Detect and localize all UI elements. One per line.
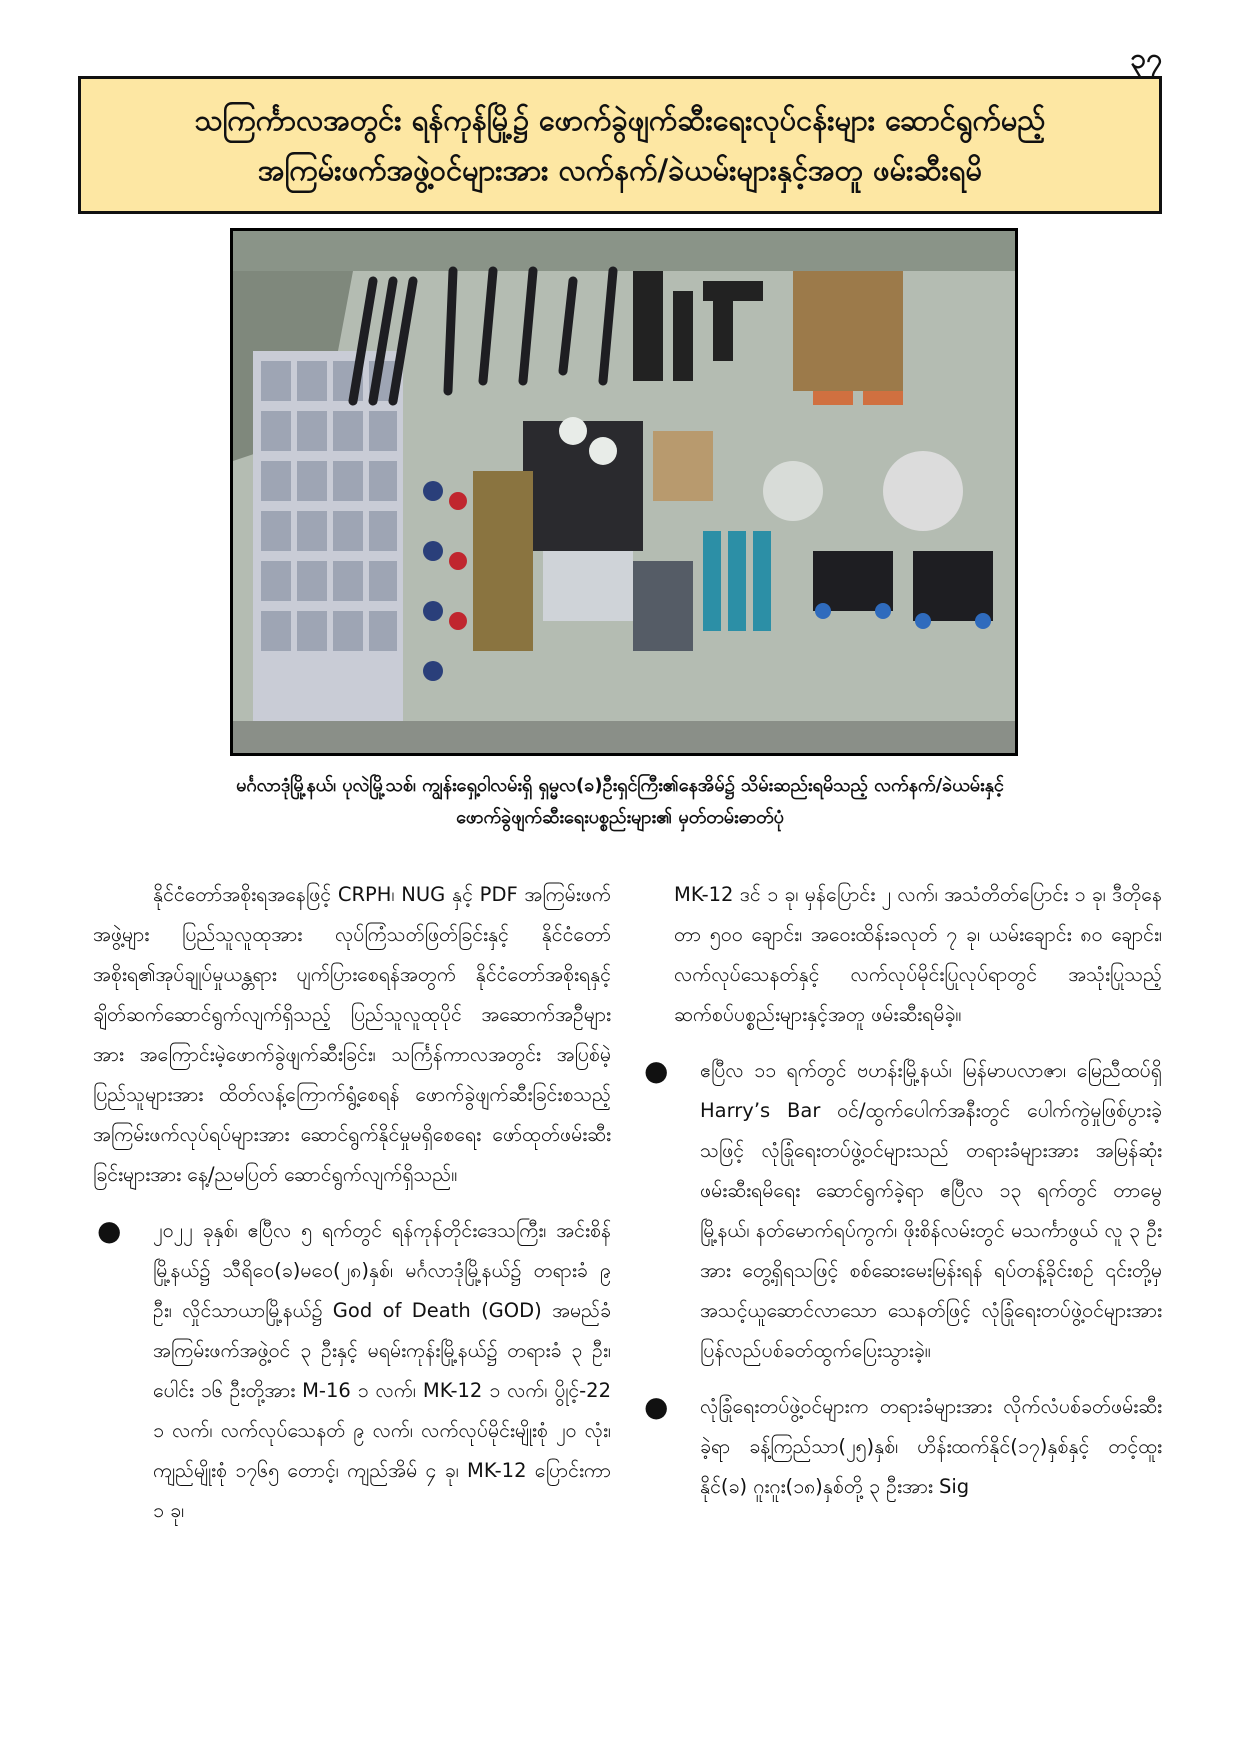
intro-paragraph: နိုင်ငံတော်အစိုးရအနေဖြင့် CRPH၊ NUG နှင့် PDF အကြမ်းဖက်အဖွဲ့များ ပြည်သူလူထုအား လုပ်ကြံသတ်ဖြတ်ခြင်းနှင့် နိုင်ငံတော်အစိုးရ၏အုပ်ချုပ်မှုယန္တရား ပျက်ပြားစေရန်အတွက် နိုင်ငံတော်အစိုးရနှင့် ချိတ်ဆက်ဆောင်ရွက်လျက်ရှိသည့် ပြည်သူလူထုပိုင် အဆောက်အဦများအား အကြောင်းမဲ့ဖောက်ခွဲဖျက်ဆီးခြင်း၊ သင်္ကြန်ကာလအတွင်း အပြစ်မဲ့ပြည်သူများအား ထိတ်လန့်ကြောက်ရွံ့စေရန် ဖောက်ခွဲဖျက်ဆီးခြင်းစသည့် အကြမ်းဖက်လုပ်ရပ်များအား ဆောင်ရွက်နိုင်မှုမရှိစေရေး ဖော်ထုတ်ဖမ်းဆီးခြင်းများအား နေ့/ညမပြတ် ဆောင်ရွက်လျက်ရှိသည်။ (93, 883, 611, 1186)
caption-line-1: မင်္ဂလာဒုံမြို့နယ်၊ ပုလဲမြို့သစ်၊ ကျွန်းရှေ့ဝါလမ်းရှိ ရှမ္မလ(ခ)ဦးရှင်ကြီး၏နေအိမ်၌ သိမ်းဆည်းရမိသည့် လက်နက်/ခဲယမ်းနှင့် (236, 775, 1004, 796)
bullet-text-1: ၂၀၂၂ ခုနှစ်၊ ဧပြီလ ၅ ရက်တွင် ရန်ကုန်တိုင်းဒေသကြီး၊ အင်းစိန်မြို့နယ်၌ သီရိဝေ(ခ)မဝေ(၂၈)နှစ်၊ မင်္ဂလာဒုံမြို့နယ်၌ တရားခံ ၉ ဦး၊ လှိုင်သာယာမြို့နယ်၌ God of Death (GOD) အမည်ခံ အကြမ်းဖက်အဖွဲ့ဝင် ၃ ဦးနှင့် မရမ်းကုန်းမြို့နယ်၌ တရားခံ ၃ ဦး၊ ပေါင်း ၁၆ ဦးတို့အား M-16 ၁ လက်၊ MK-12 ၁ လက်၊ ပွိုင့်-22 ၁ လက်၊ လက်လုပ်သေနတ် ၉ လက်၊ လက်လုပ်မိုင်းမျိုးစုံ ၂၀ လုံး၊ ကျည်မျိုးစုံ ၁၇၆၅ တောင့်၊ ကျည်အိမ် ၄ ခု၊ MK-12 ပြောင်းကာ ၁ ခု၊ (153, 1219, 611, 1522)
photo-caption (90, 770, 1150, 834)
bullet-text-2: ဧပြီလ ၁၁ ရက်တွင် ဗဟန်းမြို့နယ်၊ မြန်မာပလာဇာ၊ မြေညီထပ်ရှိ Harry’s Bar ဝင်/ထွက်ပေါက်အနီးတွင် ပေါက်ကွဲမှုဖြစ်ပွားခဲ့သဖြင့် လုံခြုံရေးတပ်ဖွဲ့ဝင်များသည် တရားခံများအား အမြန်ဆုံးဖမ်းဆီးရမိရေး ဆောင်ရွက်ခဲ့ရာ ဧပြီလ ၁၃ ရက်တွင် တာမွေမြို့နယ်၊ နတ်မောက်ရပ်ကွက်၊ ဖိုးစိန်လမ်းတွင် မသင်္ကာဖွယ် လူ ၃ ဦးအား တွေ့ရှိရသဖြင့် စစ်ဆေးမေးမြန်းရန် ရပ်တန့်ခိုင်းစဉ် ၎င်းတို့မှ အသင့်ယူဆောင်လာသော သေနတ်ဖြင့် လုံခြုံရေးတပ်ဖွဲ့ဝင်များအား ပြန်လည်ပစ်ခတ်ထွက်ပြေးသွားခဲ့။ (700, 1059, 1162, 1362)
bullet-dot-icon: ● (644, 1390, 669, 1423)
caption-line-2: ဖောက်ခွဲဖျက်ဆီးရေးပစ္စည်းများ၏ မှတ်တမ်းဓာတ်ပုံ (456, 807, 784, 828)
bullet-dot-icon: ● (644, 1054, 669, 1087)
continuation-paragraph: MK-12 ဒင် ၁ ခု၊ မှန်ပြောင်း ၂ လက်၊ အသံတိတ်ပြောင်း ၁ ခု၊ ဒီတိုနေတာ ၅၀၀ ချောင်း၊ အဝေးထိန်းခလုတ် ၇ ခု၊ ယမ်းချောင်း ၈၀ ချောင်း၊ လက်လုပ်သေနတ်နှင့် လက်လုပ်မိုင်းပြုလုပ်ရာတွင် အသုံးပြုသည့် ဆက်စပ်ပစ္စည်းများနှင့်အတူ ဖမ်းဆီးရမိခဲ့။ (674, 883, 1162, 1026)
headline-line-1: သကြင်္ကာလအတွင်း ရန်ကုန်မြို့၌ ဖောက်ခွဲဖျက်ဆီးရေးလုပ်ငန်းများ ဆောင်ရွက်မည့် (194, 103, 1046, 137)
headline-line-2: အကြမ်းဖက်အဖွဲ့ဝင်များအား လက်နက်/ခဲယမ်းများနှင့်အတူ ဖမ်းဆီးရမိ (257, 153, 983, 187)
headline-box (78, 76, 1162, 214)
left-column (93, 875, 611, 1531)
page-number: ၃၇ (1130, 42, 1162, 75)
bullet-text-3: လုံခြုံရေးတပ်ဖွဲ့ဝင်များက တရားခံများအား လိုက်လံပစ်ခတ်ဖမ်းဆီးခဲ့ရာ ခန့်ကြည်သာ(၂၅)နှစ်၊ ဟိန်းထက်နိုင်(၁၇)နှစ်နှင့် တင့်ထူးနိုင်(ခ) ဂူးဂူး(၁၈)နှစ်တို့ ၃ ဦးအား Sig (700, 1395, 1162, 1498)
bullet-item-3 (640, 1387, 1162, 1507)
seized-weapons-photo (230, 228, 1018, 756)
bullet-item-1 (93, 1211, 611, 1531)
bullet-dot-icon: ● (97, 1214, 122, 1247)
bullet-item-2 (640, 1051, 1162, 1371)
right-column (640, 875, 1162, 1507)
